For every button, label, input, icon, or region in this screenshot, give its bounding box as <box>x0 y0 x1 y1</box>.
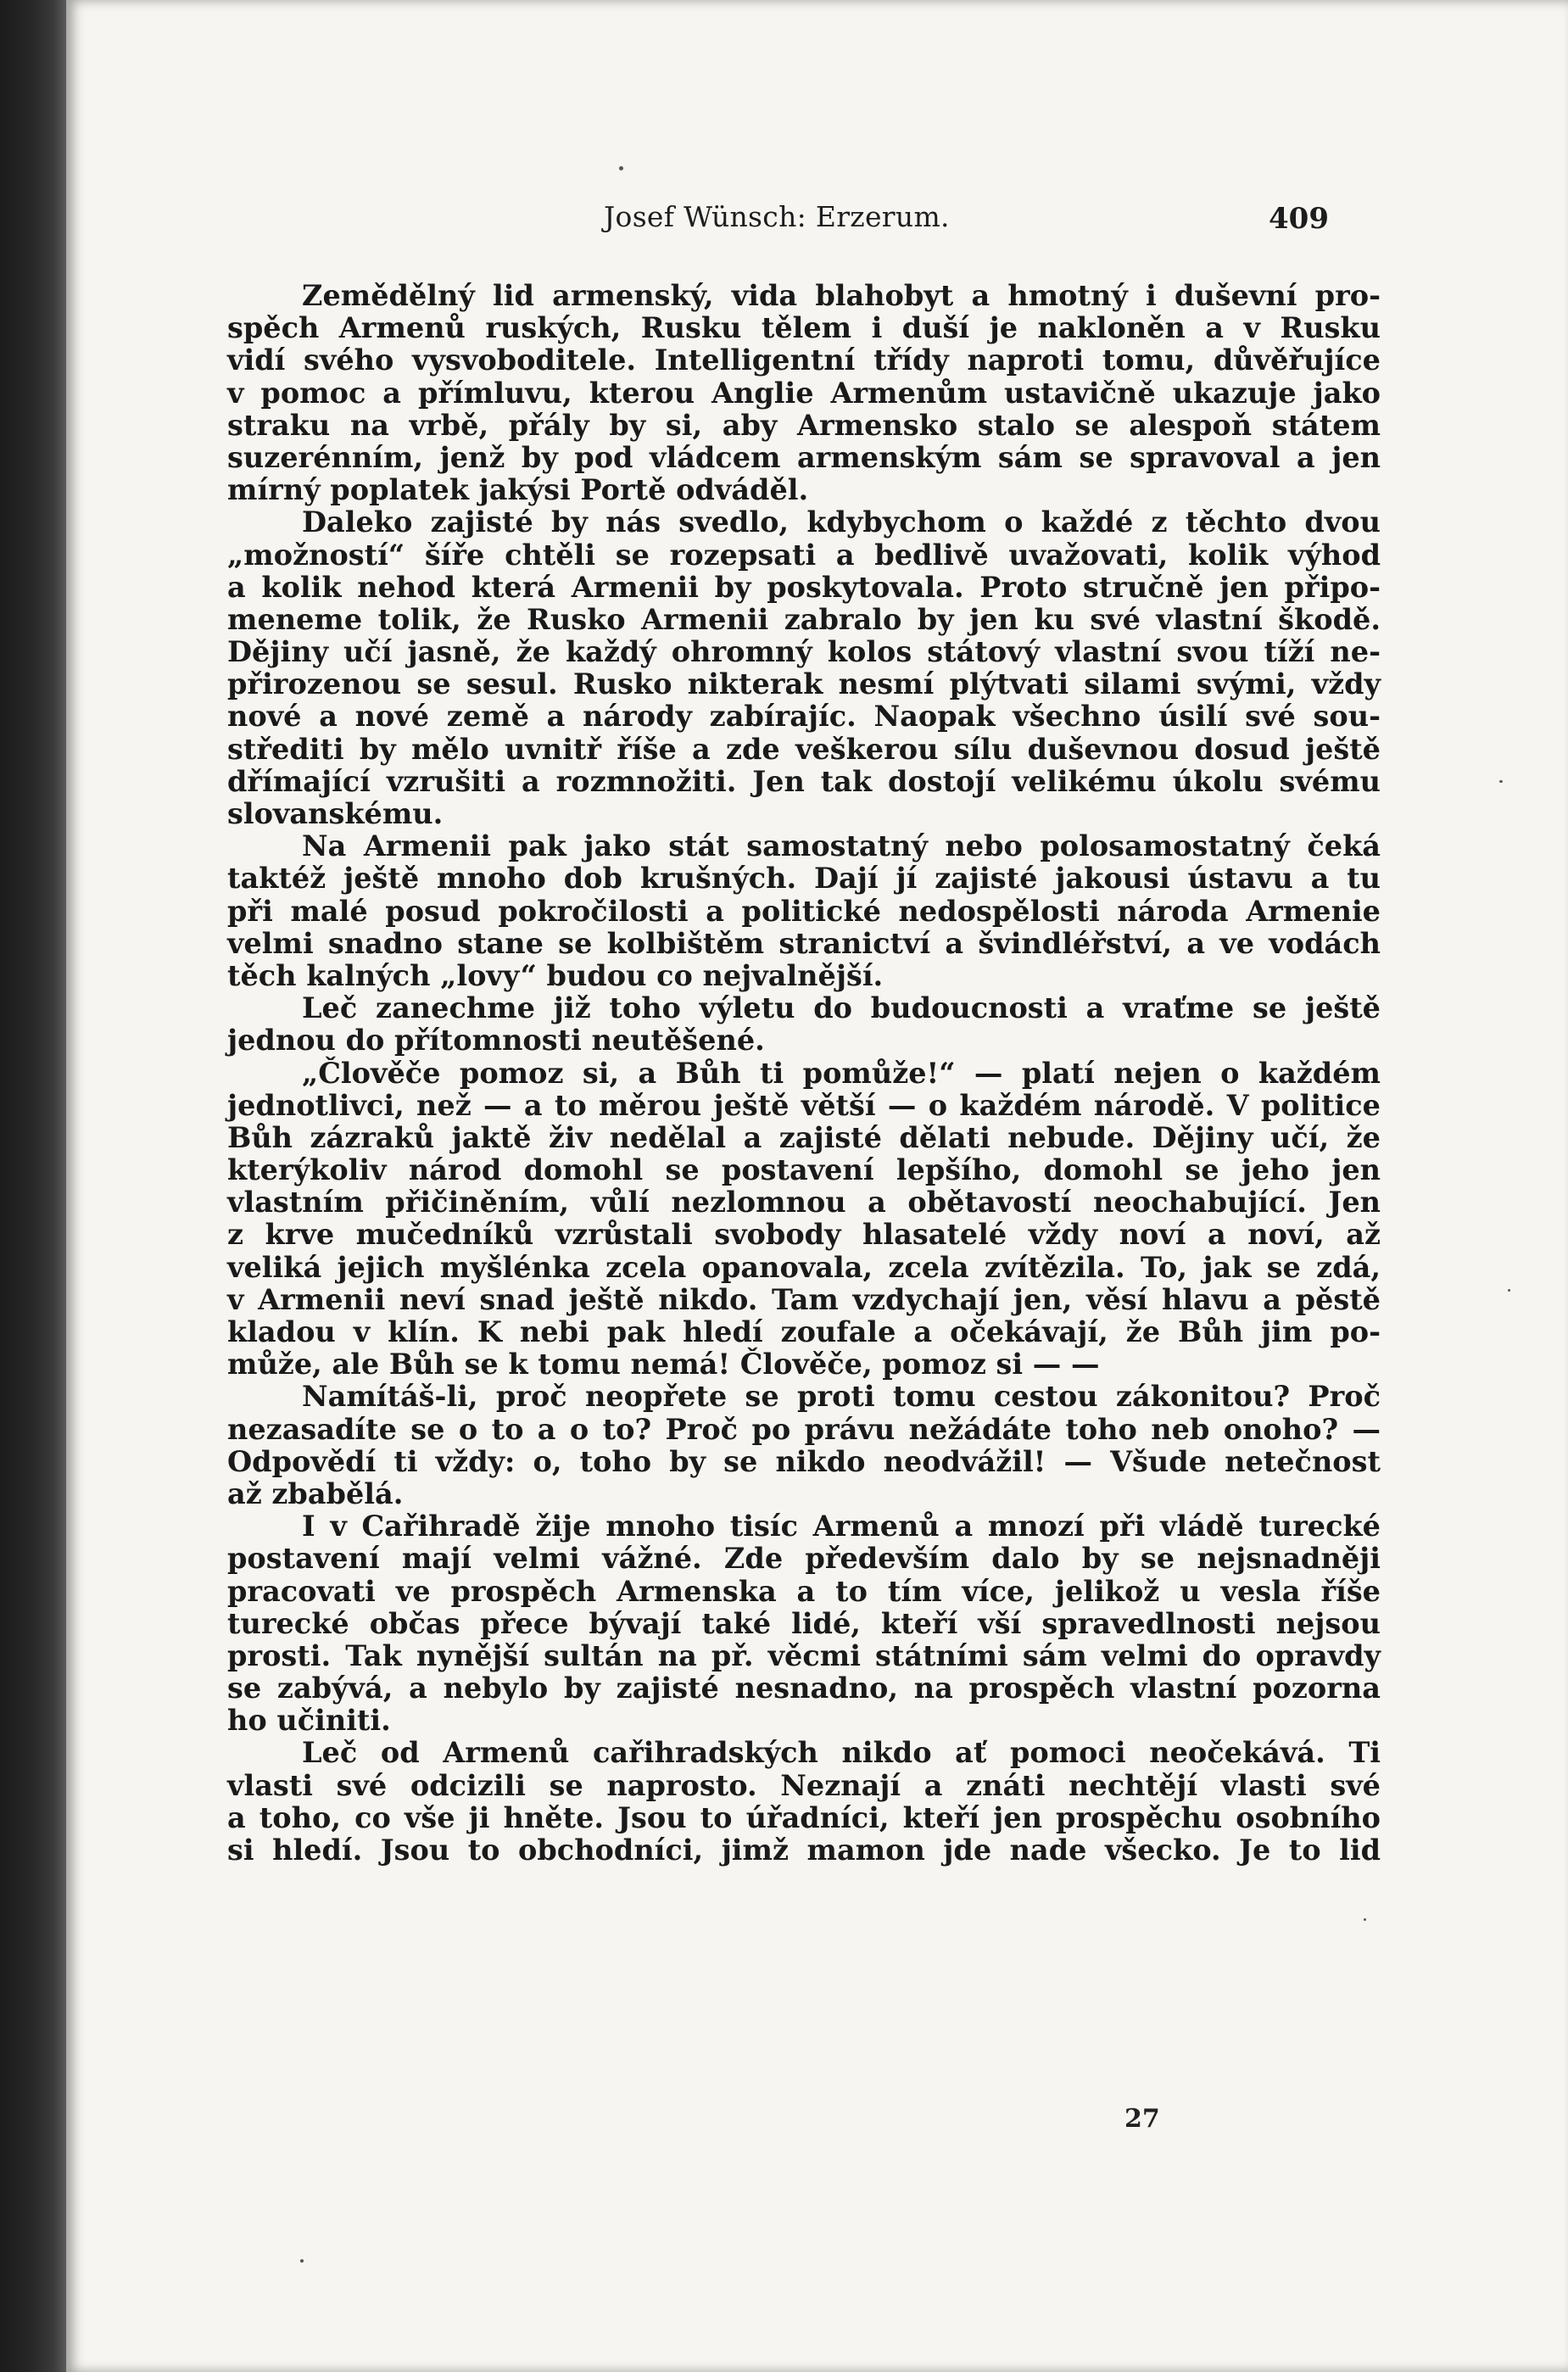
text-line: těch kalných „lovy“ budou co nejvalnější. <box>227 958 884 992</box>
text-line: Bůh zázraků jaktě živ nedělal a zajisté dělati nebude. Dějiny učí, že <box>227 1120 1381 1154</box>
text-line: velmi snadno stane se kolbištěm stranictví a švindléřství, a ve vodách <box>227 926 1381 960</box>
text-line: při malé posud pokročilosti a politické nedospělosti národa Armenie <box>227 894 1381 928</box>
text-line: Leč zanechme již toho výletu do budoucnosti a vraťme se ještě <box>302 991 1381 1025</box>
text-line: může, ale Bůh se k tomu nemá! Člověče, pomoz si — — <box>227 1348 1100 1381</box>
text-line: prosti. Tak nynější sultán na př. věcmi státními sám velmi do opravdy <box>227 1638 1381 1672</box>
text-line: Namítáš-li, proč neopřete se proti tomu cestou zákonitou? Proč <box>302 1380 1381 1414</box>
scan-speck <box>1508 1289 1510 1292</box>
text-line: meneme tolik, že Rusko Armenii zabralo by jen ku své vlastní škodě. <box>227 602 1381 636</box>
text-line: Zemědělný lid armenský, vida blahobyt a hmotný i duševní pro- <box>302 279 1381 312</box>
body-text <box>227 280 1381 1867</box>
text-line: jednou do přítomnosti neutěšené. <box>227 1024 765 1058</box>
text-line: si hledí. Jsou to obchodníci, jimž mamon jde nade všecko. Je to lid <box>227 1833 1381 1867</box>
text-line: nové a nové země a národy zabírajíc. Naopak všechno úsilí své sou- <box>227 700 1381 734</box>
scan-speck <box>619 166 623 170</box>
text-line: Dějiny učí jasně, že každý ohromný kolos státový vlastní svou tíží ne- <box>227 635 1381 669</box>
text-line: pracovati ve prospěch Armenska a to tím více, jelikož u vesla říše <box>227 1574 1381 1608</box>
text-line: až zbabělá. <box>227 1476 404 1510</box>
text-line: přirozenou se sesul. Rusko nikterak nesmí plýtvati silami svými, vždy <box>227 667 1381 701</box>
text-line: a toho, co vše ji hněte. Jsou to úřadníci, kteří jen prospěchu osobního <box>227 1800 1381 1834</box>
text-line: v Armenii neví snad ještě nikdo. Tam vzdychají jen, věsí hlavu a pěstě <box>227 1282 1381 1316</box>
text-line: suzerénním, jenž by pod vládcem armenským sám se spravoval a jen <box>227 440 1381 474</box>
text-line: vlasti své odcizili se naprosto. Neznají a znáti nechtějí vlasti své <box>227 1768 1381 1802</box>
text-line: Leč od Armenů cařihradských nikdo ať pomoci neočekává. Ti <box>302 1736 1381 1770</box>
text-line: „možností“ šíře chtěli se rozepsati a bedlivě uvažovati, kolik výhod <box>227 538 1381 572</box>
text-line: „Člověče pomoz si, a Bůh ti pomůže!“ — platí nejen o každém <box>302 1056 1381 1090</box>
text-line: kterýkoliv národ domohl se postavení lepšího, domohl se jeho jen <box>227 1153 1381 1187</box>
page-header <box>66 200 1568 243</box>
scan-left-margin <box>0 0 66 2372</box>
scan-speck <box>1364 1918 1366 1921</box>
text-line: Daleko zajisté by nás svedlo, kdybychom o každé z těchto dvou <box>302 505 1381 539</box>
text-line: mírný poplatek jakýsi Portě odváděl. <box>227 473 809 507</box>
text-line: ho učiniti. <box>227 1704 391 1738</box>
text-line: taktéž ještě mnoho dob krušných. Dají jí zajisté jakousi ústavu a tu <box>227 862 1381 896</box>
book-page <box>66 0 1568 2372</box>
text-line: z krve mučedníků vzrůstali svobody hlasatelé vždy noví a noví, až <box>227 1218 1381 1252</box>
text-line: straku na vrbě, přály by si, aby Armensko stalo se alespoň státem <box>227 408 1381 442</box>
signature-mark: 27 <box>1124 2104 1160 2134</box>
scan-speck <box>1499 780 1503 783</box>
text-line: a kolik nehod která Armenii by poskytovala. Proto stručně jen připo- <box>227 570 1381 604</box>
text-line: veliká jejich myšlénka zcela opanovala, zcela zvítězila. To, jak se zdá, <box>227 1250 1381 1284</box>
text-line: spěch Armenů ruských, Rusku tělem i duší je nakloněn a v Rusku <box>227 311 1381 345</box>
text-line: I v Cařihradě žije mnoho tisíc Armenů a mnozí při vládě turecké <box>302 1510 1381 1543</box>
text-line: vlastním přičiněním, vůlí nezlomnou a obětavostí neochabující. Jen <box>227 1186 1381 1219</box>
text-line: vidí svého vysvoboditele. Intelligentní třídy naproti tomu, důvěřujíce <box>227 343 1381 377</box>
text-line: postavení mají velmi vážné. Zde především dalo by se nejsnadněji <box>227 1542 1381 1576</box>
text-line: Odpovědí ti vždy: o, toho by se nikdo neodvážil! — Všude netečnost <box>227 1444 1381 1478</box>
text-line: střediti by mělo uvnitř říše a zde veškerou sílu duševnou dosud ještě <box>227 732 1381 766</box>
text-line: nezasadíte se o to a o to? Proč po právu nežádáte toho neb onoho? — <box>227 1412 1381 1446</box>
text-line: jednotlivci, než — a to měrou ještě větší — o každém národě. V politice <box>227 1088 1381 1122</box>
text-line: Na Armenii pak jako stát samostatný nebo polosamostatný čeká <box>302 829 1381 863</box>
text-line: slovanskému. <box>227 797 444 830</box>
text-line: v pomoc a přímluvu, kterou Anglie Armenům ustavičně ukazuje jako <box>227 376 1381 410</box>
text-line: kladou v klín. K nebi pak hledí zoufale a očekávají, že Bůh jim po- <box>227 1315 1381 1348</box>
page-number: 409 <box>1269 202 1329 236</box>
scan-speck <box>300 2259 304 2263</box>
running-head: Josef Wünsch: Erzerum. <box>604 200 950 233</box>
text-line: turecké občas přece bývají také lidé, kteří vší spravedlnosti nejsou <box>227 1606 1381 1640</box>
text-line: se zabývá, a nebylo by zajisté nesnadno, na prospěch vlastní pozorna <box>227 1672 1381 1705</box>
text-line: dřímající vzrušiti a rozmnožiti. Jen tak dostojí velikému úkolu svému <box>227 764 1381 798</box>
